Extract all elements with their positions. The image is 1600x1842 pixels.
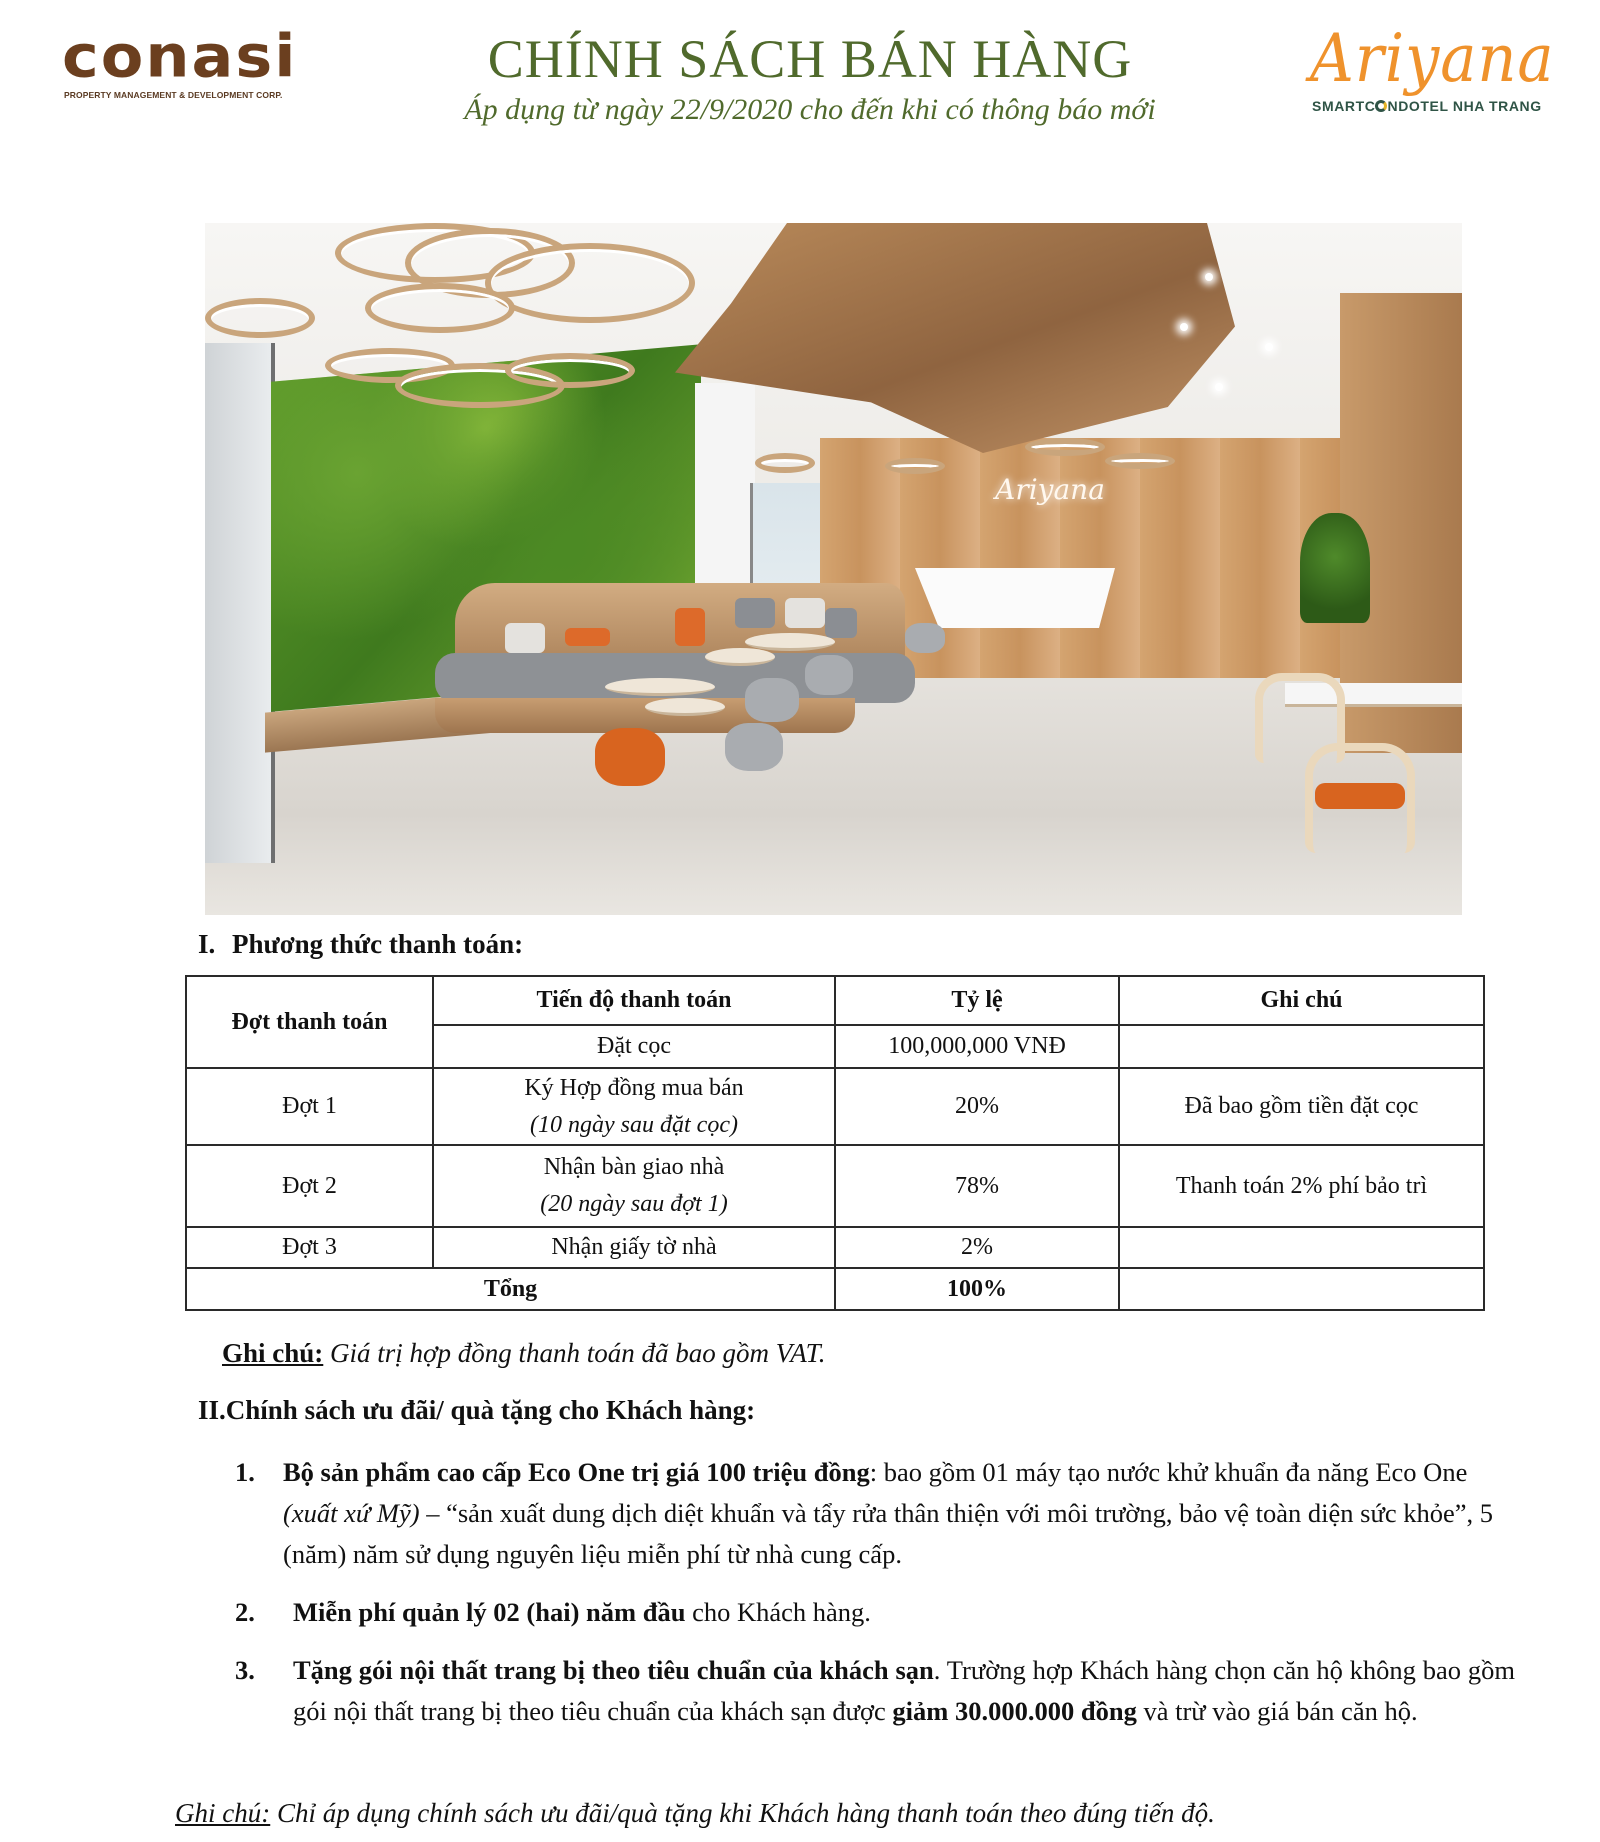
photo-spotlight [1265,343,1273,351]
schedule-subnote: (20 ngày sau đợt 1) [540,1191,728,1217]
page-title: CHÍNH SÁCH BÁN HÀNG [487,29,1133,89]
payment-schedule-table [185,975,1485,1311]
photo-ring-light [1025,438,1105,456]
ariyana-tagline-part1: SMARTC [1312,98,1376,114]
total-rate: 100% [835,1268,1119,1310]
photo-cushion [735,598,775,628]
photo-pouf [725,723,783,771]
photo-coffee-table [705,648,775,666]
total-label: Tổng [186,1268,835,1310]
page-subtitle: Áp dụng từ ngày 22/9/2020 cho đến khi có thông báo mới [464,93,1156,126]
installment-cell: Đợt 3 [186,1227,433,1268]
item-origin: (xuất xứ Mỹ) [283,1498,420,1528]
installment-cell: Đợt 2 [186,1145,433,1227]
table-row [186,1227,1484,1268]
photo-pouf [905,623,945,653]
photo-chair-seat [1315,783,1405,809]
section-1-heading [198,928,523,960]
list-item [235,1592,1515,1633]
benefits-note [175,1796,1215,1830]
item-number: 2. [235,1597,255,1627]
item-number: 3. [235,1655,255,1685]
deposit-rate: 100,000,000 VNĐ [835,1025,1119,1068]
benefits-list [235,1452,1515,1732]
section-1-title: Phương thức thanh toán: [232,929,524,959]
photo-spotlight [1215,383,1223,391]
schedule-subnote: (10 ngày sau đặt cọc) [530,1111,738,1138]
photo-pouf [805,655,853,695]
photo-ring-light [755,453,815,473]
rate-cell: 2% [835,1227,1119,1268]
payment-note [222,1336,825,1370]
photo-window [205,343,275,863]
payment-note-text: Giá trị hợp đồng thanh toán đã bao gồm VAT. [323,1338,826,1368]
photo-spotlight [1205,273,1213,281]
section-2-number: II. [198,1395,226,1425]
photo-coffee-table [745,633,835,651]
schedule-cell [433,1068,835,1145]
schedule-cell: Nhận giấy tờ nhà [433,1227,835,1268]
condotel-ring-icon [1375,100,1387,112]
list-item [235,1650,1515,1732]
deposit-schedule: Đặt cọc [433,1025,835,1068]
item-text-cont: và trừ vào giá bán căn hộ. [1136,1696,1418,1726]
photo-ring-light [485,243,695,323]
item-title: Bộ sản phẩm cao cấp Eco One trị giá 100 triệu đồng [283,1457,870,1487]
photo-ariyana-sign: Ariyana [995,473,1105,506]
total-note [1119,1268,1484,1310]
benefits-note-text: Chỉ áp dụng chính sách ưu đãi/quà tặng khi Khách hàng thanh toán theo đúng tiến độ. [270,1798,1215,1828]
item-text: . Trường hợp Khách hàng chọn căn hộ không bao gồm gói nội thất trang bị theo tiêu chuẩn của khách sạn được [293,1655,1515,1726]
ariyana-wordmark: Ariyana [1310,20,1555,97]
table-row-total [186,1268,1484,1310]
photo-ring-light [505,353,635,388]
section-1-number: I. [198,929,216,959]
section-2-title: Chính sách ưu đãi/ quà tặng cho Khách hàng: [225,1395,756,1425]
schedule-text: Ký Hợp đồng mua bán [524,1074,744,1101]
conasi-tagline: PROPERTY MANAGEMENT & DEVELOPMENT CORP. [64,90,283,100]
item-title: Tặng gói nội thất trang bị theo tiêu chuẩn của khách sạn [293,1655,934,1685]
table-row [186,1145,1484,1227]
photo-pouf-orange [595,728,665,786]
item-title: Miễn phí quản lý 02 (hai) năm đầu [293,1597,686,1627]
table-row [186,1068,1484,1145]
note-cell: Thanh toán 2% phí bảo trì [1119,1145,1484,1227]
photo-cushion [675,608,705,646]
list-item [235,1452,1515,1575]
schedule-cell [433,1145,835,1227]
header-rate: Tỷ lệ [835,976,1119,1025]
photo-coffee-table [645,698,725,716]
photo-ring-light [885,458,945,474]
photo-ring-light [365,283,515,333]
header-note: Ghi chú [1119,976,1484,1025]
photo-spotlight [1180,323,1188,331]
item-text-cont: – “sản xuất dung dịch diệt khuẩn và tẩy rửa thân thiện với môi trường, bảo vệ toàn diện sức khỏe”, 5 (năm) năm sử dụng nguyên liệu miễn phí từ nhà cung cấp. [283,1498,1494,1569]
photo-coffee-table [605,678,715,696]
deposit-note [1119,1025,1484,1068]
note-cell [1119,1227,1484,1268]
item-text: cho Khách hàng. [685,1597,871,1627]
item-text: : bao gồm 01 máy tạo nước khử khuẩn đa năng Eco One [869,1457,1468,1487]
conasi-wordmark: conasi [62,21,298,91]
photo-chair [1255,673,1345,763]
ariyana-tagline-part2: NDOTEL NHA TRANG [1387,98,1542,114]
rate-cell: 78% [835,1145,1119,1227]
header-installment: Đợt thanh toán [186,976,433,1068]
conasi-logo [62,21,302,102]
document-header [400,28,1220,128]
note-cell: Đã bao gồm tiền đặt cọc [1119,1068,1484,1145]
photo-ring-light [1105,453,1175,469]
item-discount: giảm 30.000.000 đồng [892,1696,1137,1726]
rate-cell: 20% [835,1068,1119,1145]
photo-ring-light [205,298,315,338]
benefits-note-label: Ghi chú: [175,1798,271,1828]
lobby-photo [205,223,1462,915]
photo-reception-desk [915,568,1115,628]
section-2-heading [198,1394,755,1426]
photo-pouf [745,678,799,722]
photo-cushion [565,628,610,646]
ariyana-tagline [1312,98,1542,114]
installment-cell: Đợt 1 [186,1068,433,1145]
table-header-row [186,976,1484,1025]
photo-cushion [825,608,857,638]
ariyana-logo [1300,22,1560,122]
header-schedule: Tiến độ thanh toán [433,976,835,1025]
photo-cushion [785,598,825,628]
payment-note-label: Ghi chú: [222,1338,324,1368]
photo-cushion [505,623,545,653]
item-number: 1. [235,1457,255,1487]
photo-plant [1300,513,1370,623]
schedule-text: Nhận bàn giao nhà [543,1154,725,1180]
